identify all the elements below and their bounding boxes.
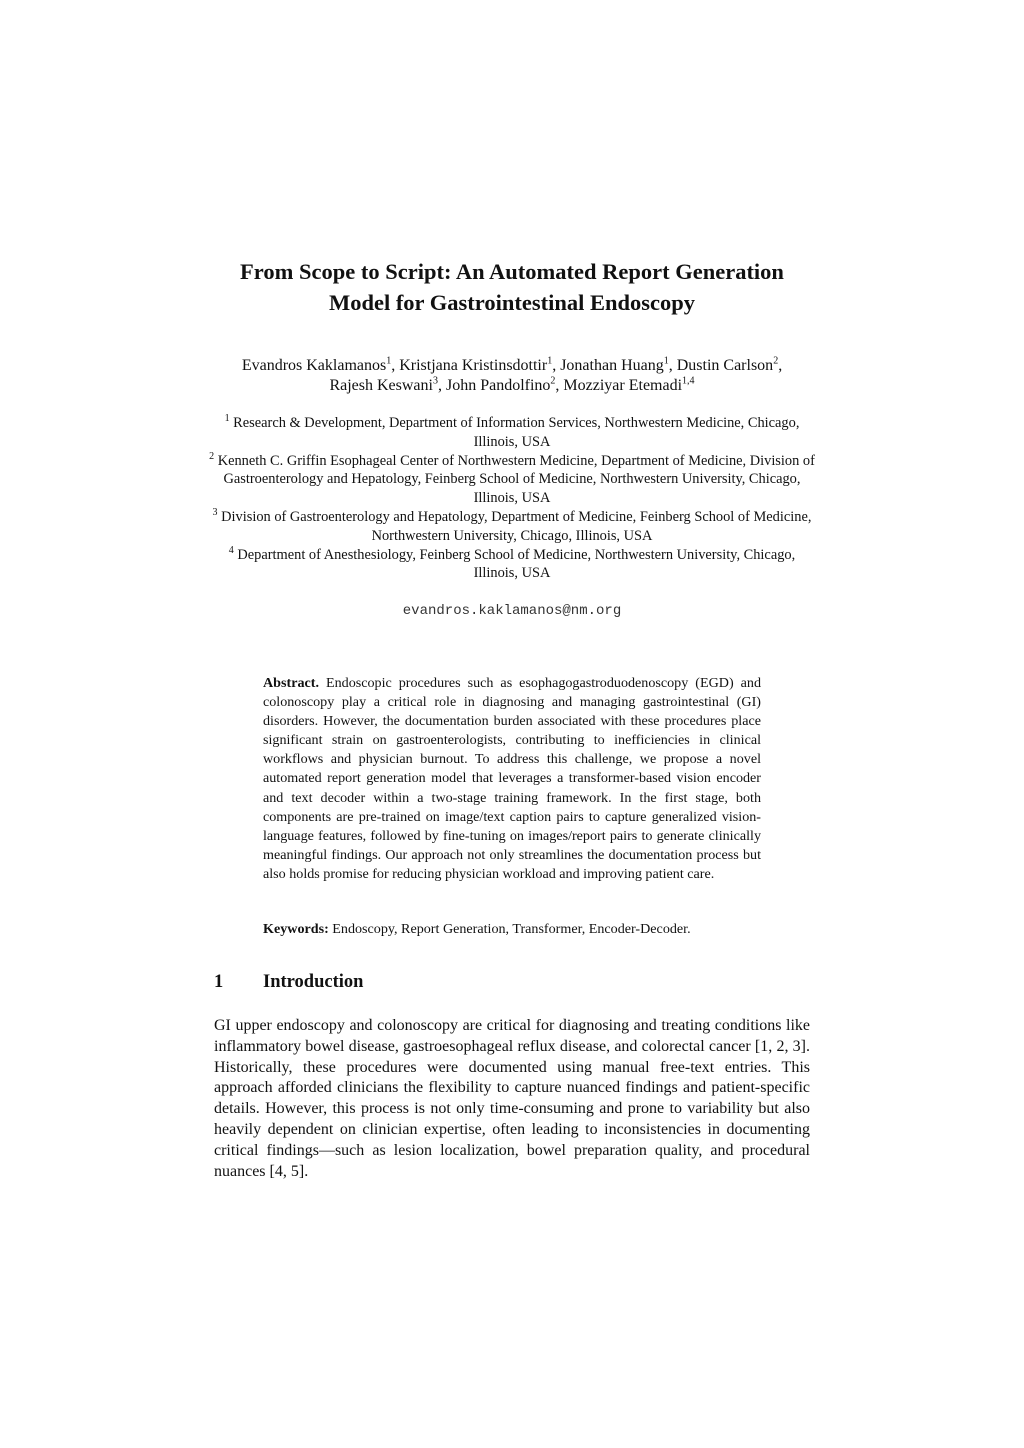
contact-email: evandros.kaklamanos@nm.org xyxy=(402,603,622,619)
affiliation xyxy=(205,452,819,508)
introduction-paragraph: GI upper endoscopy and colonoscopy are critical for diagnosing and treating conditions like inflammatory bowel disease, gastroesophageal reflux disease, and colorectal cancer [1, 2, 3]. Historically, these procedures were documented using manual free-text entries. This approach afforded clinicians the flexibility to capture nuanced findings and patient-specific details. However, this process is not only time-consuming and prone to variability but also heavily dependent on clinician expertise, often leading to inconsistencies in documenting critical findings—such as lesion localization, bowel preparation quality, and procedural nuances [4, 5]. xyxy=(214,1017,810,1180)
author: Kristjana Kristinsdottir xyxy=(399,357,548,374)
author-affiliation-mark: 1 xyxy=(547,355,553,367)
author: John Pandolfino xyxy=(445,377,551,394)
title-line-2: Model for Gastrointestinal Endoscopy xyxy=(328,290,696,315)
section-heading xyxy=(214,972,363,993)
affiliation xyxy=(205,546,819,584)
abstract-text: Endoscopic procedures such as esophagogastroduodenoscopy (EGD) and colonoscopy play a critical role in diagnosing and managing gastrointestinal (GI) disorders. However, the documentation burden associated with these procedures place significant strain on gastroenterologists, contributing to inefficiencies in clinical workflows and physician burnout. To address this challenge, we propose a novel automated report generation model that leverages a transformer-based vision encoder and text decoder within a two-stage training framework. In the first stage, both components are pre-trained on image/text caption pairs to capture generalized vision-language features, followed by fine-tuning on images/report pairs to generate clinically meaningful findings. Our approach not only streamlines the documentation process but also holds promise for reducing physician workload and improving patient care. xyxy=(263,675,761,882)
affiliation-number: 2 xyxy=(209,450,215,462)
affiliation-list xyxy=(205,414,819,583)
abstract xyxy=(263,674,761,884)
author-affiliation-mark: 2 xyxy=(773,355,779,367)
author-affiliation-mark: 1 xyxy=(663,355,669,367)
paper-title xyxy=(130,256,894,318)
title-line-1: From Scope to Script: An Automated Report Generation xyxy=(240,259,784,284)
affiliation-number: 4 xyxy=(228,544,234,556)
keywords-label: Keywords: xyxy=(263,921,329,937)
affiliation xyxy=(205,508,819,546)
author: Jonathan Huang xyxy=(560,357,664,374)
author: Mozziyar Etemadi xyxy=(563,377,683,394)
affiliation xyxy=(205,414,819,452)
affiliation-number: 1 xyxy=(224,413,230,425)
section-title: Introduction xyxy=(263,972,364,992)
author-affiliation-mark: 2 xyxy=(550,375,556,387)
abstract-label: Abstract. xyxy=(263,675,319,691)
affiliation-text: Kenneth C. Griffin Esophageal Center of Northwestern Medicine, Department of Medicine, Division of Gastroenterology and Hepatology, Feinberg School of Medicine, Northwestern University, Chicago, Illinois, USA xyxy=(217,452,815,507)
affiliation-text: Department of Anesthesiology, Feinberg School of Medicine, Northwestern University, Chicago, Illinois, USA xyxy=(237,546,796,582)
author: Dustin Carlson xyxy=(676,357,774,374)
section-number: 1 xyxy=(214,972,224,992)
keywords-text: Endoscopy, Report Generation, Transformer, Encoder-Decoder. xyxy=(332,921,691,937)
affiliation-number: 3 xyxy=(212,507,218,519)
author-affiliation-mark: 1 xyxy=(386,355,392,367)
author: Rajesh Keswani xyxy=(329,377,433,394)
author-affiliation-mark: 1,4 xyxy=(682,375,695,387)
affiliation-text: Division of Gastroenterology and Hepatology, Department of Medicine, Feinberg School of Medicine, Northwestern University, Chicago, Illinois, USA xyxy=(221,508,812,544)
affiliation-text: Research & Development, Department of Information Services, Northwestern Medicine, Chicago, Illinois, USA xyxy=(233,415,800,450)
author: Evandros Kaklamanos xyxy=(241,357,387,374)
author-list: Evandros Kaklamanos$^1$, Kristjana Kristinsdottir$^1$, Jonathan Huang$^1$, Dustin Carlson$^2$, Rajesh Keswani$^3$, John Pandolfino$^2$, Mozziyar Etemadi$^{1,4}$ xyxy=(241,355,783,394)
keywords xyxy=(263,920,783,939)
author-affiliation-mark: 3 xyxy=(432,375,438,387)
